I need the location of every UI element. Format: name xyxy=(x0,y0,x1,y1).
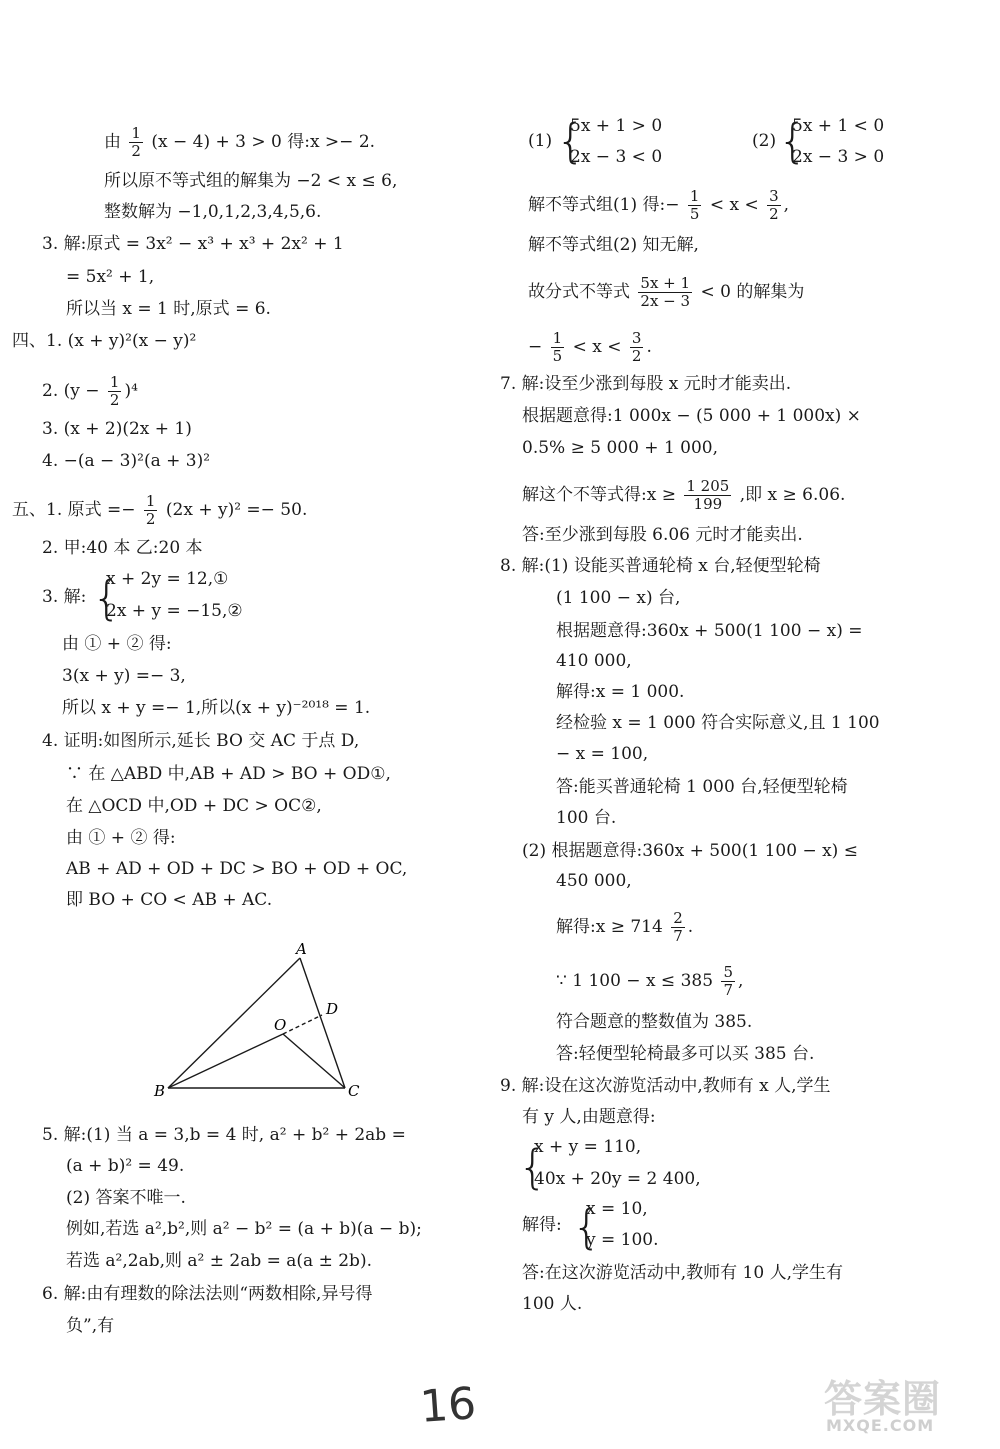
left-line-19: 在 △OCD 中,OD + DC > OC②, xyxy=(66,796,322,816)
left-line-9: 3. (x + 2)(2x + 1) xyxy=(42,419,192,439)
left-line-11: 五、1. 原式 =− $\frac{1}{2}$ (2x + y)² =− 50. xyxy=(12,492,308,528)
right-line-11: 8. 解:(1) 设能买普通轮椅 x 台,轻便型轮椅 xyxy=(500,556,821,576)
right-line-25: 答:轻便型轮椅最多可以买 385 台. xyxy=(556,1044,815,1064)
fraction-one-half: $\frac{1}{2}$ xyxy=(131,124,141,160)
left-line-10: 4. −(a − 3)²(a + 3)² xyxy=(42,451,211,471)
segment-bo xyxy=(168,1034,283,1088)
right-line-20: (2) 根据题意得:360x + 500(1 100 − x) ≤ xyxy=(522,841,858,861)
right-sys4-eq1: x = 10, xyxy=(586,1199,648,1219)
watermark-text: 答案圈 xyxy=(824,1377,942,1421)
right-line-29: 解得: xyxy=(522,1215,562,1235)
right-line-26: 9. 解:设在这次游览活动中,教师有 x 人,学生 xyxy=(500,1076,831,1096)
right-line-31: 100 人. xyxy=(522,1294,583,1314)
right-line-10: 答:至少涨到每股 6.06 元时才能卖出. xyxy=(522,525,803,545)
right-line-13: 根据题意得:360x + 500(1 100 − x) = xyxy=(556,621,863,641)
left-line-17: 4. 证明:如图所示,延长 BO 交 AC 于点 D, xyxy=(42,731,360,751)
right-line-9: 解这个不等式得:x ≥ $\frac{1 205}{199}$ ,即 x ≥ 6.06. xyxy=(522,477,846,513)
right-line-5: − $\frac{1}{5}$ < x < $\frac{3}{2}$ . xyxy=(528,329,652,365)
left-line-28: 6. 解:由有理数的除法法则“两数相除,异号得 xyxy=(42,1284,373,1304)
system-brace: { xyxy=(518,1140,548,1194)
right-line-14: 410 000, xyxy=(556,651,632,671)
right-line-22: 解得:x ≥ 714 $\frac{2}{7}$ . xyxy=(556,909,694,945)
label-b: B xyxy=(154,1082,166,1098)
right-line-2: 解不等式组(1) 得:− $\frac{1}{5}$ < x < $\frac{3}{2}$ , xyxy=(528,187,790,223)
right-sys1-eq1: 5x + 1 > 0 xyxy=(570,116,663,136)
left-line-4: 3. 解:原式 = 3x² − x³ + x³ + 2x² + 1 xyxy=(42,234,344,254)
left-line-2: 所以原不等式组的解集为 −2 < x ≤ 6, xyxy=(104,171,398,191)
label-a: A xyxy=(296,940,307,958)
page-number: 16 xyxy=(418,1378,478,1433)
right-line-30: 答:在这次游览活动中,教师有 10 人,学生有 xyxy=(522,1263,843,1283)
right-sys4-eq2: y = 100. xyxy=(586,1230,659,1250)
left-line-23: 5. 解:(1) 当 a = 3,b = 4 时, a² + b² + 2ab = xyxy=(42,1125,406,1145)
label-c: C xyxy=(348,1082,360,1098)
system-eq-2: 2x + y = −15,② xyxy=(106,601,243,621)
right-line-17: − x = 100, xyxy=(556,744,649,764)
left-line-6: 所以当 x = 1 时,原式 = 6. xyxy=(66,299,271,319)
right-line-8: 0.5% ≥ 5 000 + 1 000, xyxy=(522,438,719,458)
right-line-1b: (2) xyxy=(752,131,777,151)
left-line-21: AB + AD + OD + DC > BO + OD + OC, xyxy=(66,859,408,879)
left-line-25: (2) 答案不唯一. xyxy=(66,1188,186,1208)
right-line-19: 100 台. xyxy=(556,808,617,828)
left-line-14: 由 ① + ② 得: xyxy=(62,634,172,654)
right-line-27: 有 y 人,由题意得: xyxy=(522,1107,656,1127)
watermark-logo xyxy=(818,1368,993,1444)
right-sys1-eq2: 2x − 3 < 0 xyxy=(570,147,663,167)
right-sys2-eq1: 5x + 1 < 0 xyxy=(792,116,885,136)
left-line-7: 四、1. (x + y)²(x − y)² xyxy=(12,331,197,351)
right-line-6: 7. 解:设至少涨到每股 x 元时才能卖出. xyxy=(500,374,792,394)
label-d: D xyxy=(326,1000,339,1018)
right-line-12: (1 100 − x) 台, xyxy=(556,588,681,608)
fraction-one-half: $\frac{1}{2}$ xyxy=(145,492,156,528)
right-line-18: 答:能买普通轮椅 1 000 台,轻便型轮椅 xyxy=(556,777,848,797)
label-o: O xyxy=(274,1016,287,1034)
right-line-7: 根据题意得:1 000x − (5 000 + 1 000x) × xyxy=(522,406,861,426)
system-brace: { xyxy=(92,571,122,625)
right-line-4: 故分式不等式 $\frac{5x + 1}{2x - 3}$ < 0 的解集为 xyxy=(528,274,805,310)
left-line-5: = 5x² + 1, xyxy=(66,267,155,287)
right-sys3-eq1: x + y = 110, xyxy=(534,1137,642,1157)
right-line-15: 解得:x = 1 000. xyxy=(556,682,685,702)
system-brace: { xyxy=(572,1200,602,1254)
right-line-23: ∵ 1 100 − x ≤ 385 $\frac{5}{7}$ , xyxy=(556,963,744,999)
left-line-26: 例如,若选 a²,b²,则 a² − b² = (a + b)(a − b); xyxy=(66,1219,422,1239)
triangle-figure xyxy=(140,938,380,1098)
system-brace: { xyxy=(556,114,586,168)
left-line-27: 若选 a²,2ab,则 a² ± 2ab = a(a ± 2b). xyxy=(66,1251,372,1271)
right-line-16: 经检验 x = 1 000 符合实际意义,且 1 100 xyxy=(556,713,880,733)
right-line-3: 解不等式组(2) 知无解, xyxy=(528,235,699,255)
left-line-8: 2. (y − $\frac{1}{2}$ )⁴ xyxy=(42,373,138,409)
left-line-18: ∵ 在 △ABD 中,AB + AD > BO + OD①, xyxy=(66,764,391,784)
left-line-3: 整数解为 −1,0,1,2,3,4,5,6. xyxy=(104,202,322,222)
right-line-24: 符合题意的整数值为 385. xyxy=(556,1012,753,1032)
right-sys2-eq2: 2x − 3 > 0 xyxy=(792,147,885,167)
right-line-21: 450 000, xyxy=(556,871,632,891)
left-line-20: 由 ① + ② 得: xyxy=(66,828,176,848)
system-eq-1: x + 2y = 12,① xyxy=(106,569,229,589)
left-line-15: 3(x + y) =− 3, xyxy=(62,666,186,686)
left-line-1: 由 $\frac{1}{2}$ (x − 4) + 3 > 0 得:x >− 2. xyxy=(104,124,376,160)
right-sys3-eq2: 40x + 20y = 2 400, xyxy=(534,1169,701,1189)
left-line-12: 2. 甲:40 本 乙:20 本 xyxy=(42,538,203,558)
fraction-one-half: $\frac{1}{2}$ xyxy=(109,373,120,409)
right-line-1a: (1) xyxy=(528,131,553,151)
left-line-22: 即 BO + CO < AB + AC. xyxy=(66,890,273,910)
system-brace: { xyxy=(778,114,808,168)
left-line-29: 负”,有 xyxy=(66,1316,115,1336)
left-line-24: (a + b)² = 49. xyxy=(66,1156,185,1176)
watermark-url: MXQE.COM xyxy=(826,1416,935,1435)
left-line-16: 所以 x + y =− 1,所以(x + y)⁻²⁰¹⁸ = 1. xyxy=(62,698,371,718)
left-line-13: 3. 解: xyxy=(42,587,87,607)
segment-od-dashed xyxy=(283,1015,322,1034)
